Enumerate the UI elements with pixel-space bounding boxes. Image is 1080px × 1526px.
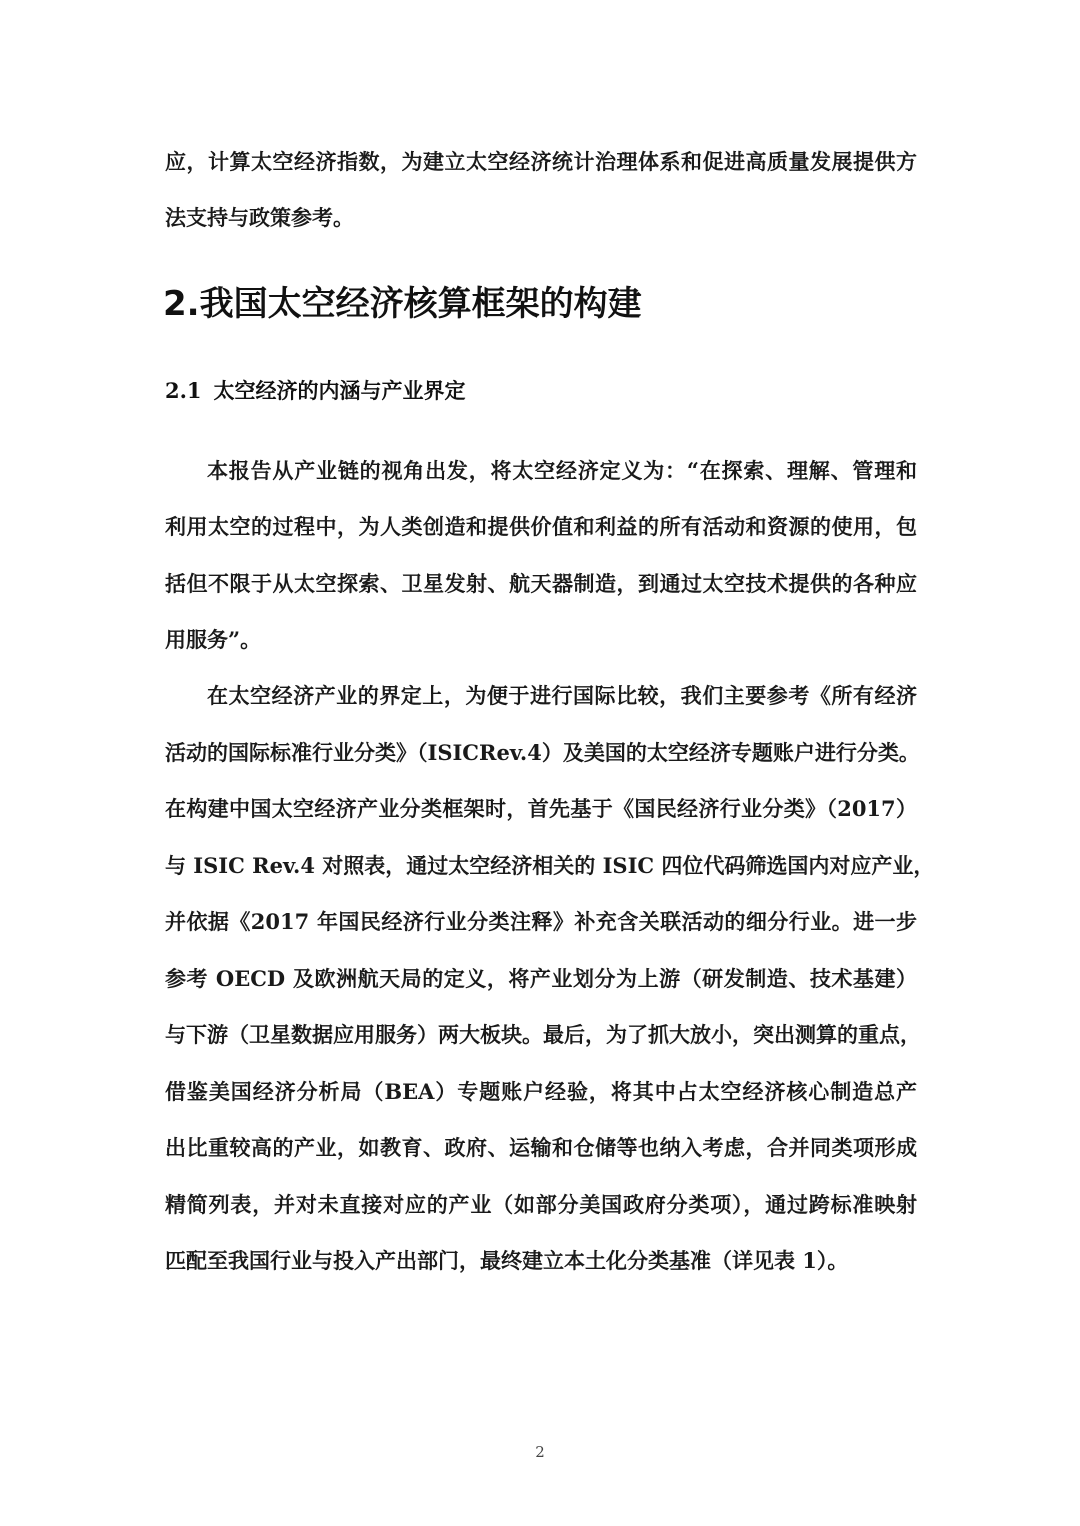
paragraph1-line: 本报告从产业链的视角出发，将太空经济定义为：“在探索、理解、管理和 <box>207 458 917 483</box>
subsection-title: 太空经济的内涵与产业界定 <box>213 378 466 403</box>
intro-line: 应，计算太空经济指数，为建立太空经济统计治理体系和促进高质量发展提供方 <box>165 149 917 174</box>
paragraph1-line: 用服务”。 <box>165 627 262 652</box>
paragraph1-line: 利用太空的过程中，为人类创造和提供价值和利益的所有活动和资源的使用，包 <box>165 514 917 539</box>
subsection-number: 2.1 <box>165 378 202 403</box>
paragraph2-line: 与下游（卫星数据应用服务）两大板块。最后，为了抓大放小，突出测算的重点， <box>165 1022 921 1047</box>
section-title: 2.我国太空经济核算框架的构建 <box>163 284 642 324</box>
paragraph2-line: 在太空经济产业的界定上，为便于进行国际比较，我们主要参考《所有经济 <box>207 683 917 708</box>
paragraph2-line: 精简列表，并对未直接对应的产业（如部分美国政府分类项），通过跨标准映射 <box>165 1192 917 1217</box>
paragraph1-line: 括但不限于从太空探索、卫星发射、航天器制造，到通过太空技术提供的各种应 <box>165 571 917 596</box>
paragraph2-line: 匹配至我国行业与投入产出部门，最终建立本土化分类基准（详见表 1）。 <box>165 1248 849 1273</box>
page-number: 2 <box>535 1443 545 1461</box>
paragraph2-line: 在构建中国太空经济产业分类框架时，首先基于《国民经济行业分类》（2017） <box>165 796 917 821</box>
paragraph2-line: 出比重较高的产业，如教育、政府、运输和仓储等也纳入考虑，合并同类项形成 <box>165 1135 917 1160</box>
paragraph2-line: 活动的国际标准行业分类》（ISICRev.4）及美国的太空经济专题账户进行分类。 <box>165 740 920 765</box>
subsection-heading <box>165 377 466 405</box>
paragraph2-line: 与 ISIC Rev.4 对照表，通过太空经济相关的 ISIC 四位代码筛选国内对应产业， <box>165 853 935 878</box>
paragraph2-line: 借鉴美国经济分析局（BEA）专题账户经验，将其中占太空经济核心制造总产 <box>165 1079 917 1104</box>
paragraph2-line: 参考 OECD 及欧洲航天局的定义，将产业划分为上游（研发制造、技术基建） <box>165 966 917 991</box>
intro-line: 法支持与政策参考。 <box>165 205 354 230</box>
paragraph2-line: 并依据《2017 年国民经济行业分类注释》补充含关联活动的细分行业。进一步 <box>165 909 917 934</box>
